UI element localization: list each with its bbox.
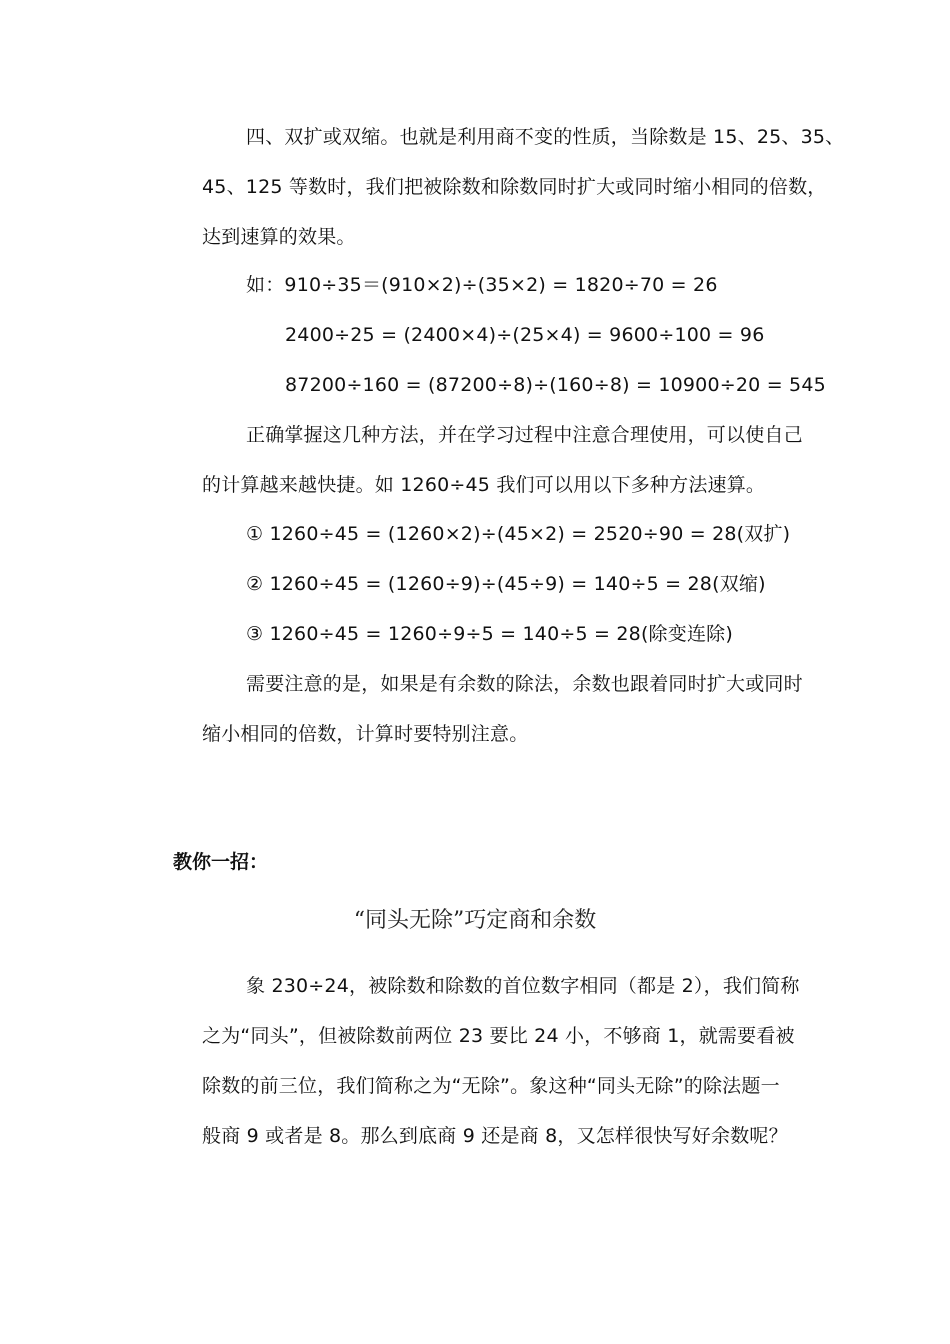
tip-line-3: 除数的前三位，我们简称之为“无除”。象这种“同头无除”的除法题一: [202, 1075, 780, 1097]
tip-heading: 教你一招：: [173, 851, 269, 873]
note-line-1: 需要注意的是，如果是有余数的除法，余数也跟着同时扩大或同时: [246, 673, 803, 695]
section-four-line-1: 四、双扩或双缩。也就是利用商不变的性质，当除数是 15、25、35、: [246, 126, 845, 148]
tip-line-2: 之为“同头”，但被除数前两位 23 要比 24 小，不够商 1，就需要看被: [202, 1025, 795, 1047]
example-line-1: 如：910÷35＝(910×2)÷(35×2) = 1820÷70 = 26: [246, 274, 718, 296]
method-line-1: ① 1260÷45 = (1260×2)÷(45×2) = 2520÷90 = 28(双扩): [246, 523, 791, 545]
section-four-line-2: 45、125 等数时，我们把被除数和除数同时扩大或同时缩小相同的倍数，: [202, 176, 827, 198]
example-line-3: 87200÷160 = (87200÷8)÷(160÷8) = 10900÷20 = 545: [285, 374, 826, 396]
mastery-line-1: 正确掌握这几种方法，并在学习过程中注意合理使用，可以使自己: [246, 424, 803, 446]
note-line-2: 缩小相同的倍数，计算时要特别注意。: [202, 723, 529, 745]
method-line-2: ② 1260÷45 = (1260÷9)÷(45÷9) = 140÷5 = 28(双缩): [246, 573, 766, 595]
mastery-line-2: 的计算越来越快捷。如 1260÷45 我们可以用以下多种方法速算。: [202, 474, 766, 496]
tip-line-4: 般商 9 或者是 8。那么到底商 9 还是商 8，又怎样很快写好余数呢？: [202, 1125, 788, 1147]
tip-line-1: 象 230÷24，被除数和除数的首位数字相同（都是 2），我们简称: [246, 975, 800, 997]
method-line-3: ③ 1260÷45 = 1260÷9÷5 = 140÷5 = 28(除变连除): [246, 623, 733, 645]
tip-subtitle: “同头无除”巧定商和余数: [353, 908, 597, 933]
section-four-line-3: 达到速算的效果。: [202, 226, 356, 248]
example-line-2: 2400÷25 = (2400×4)÷(25×4) = 9600÷100 = 96: [285, 324, 765, 346]
